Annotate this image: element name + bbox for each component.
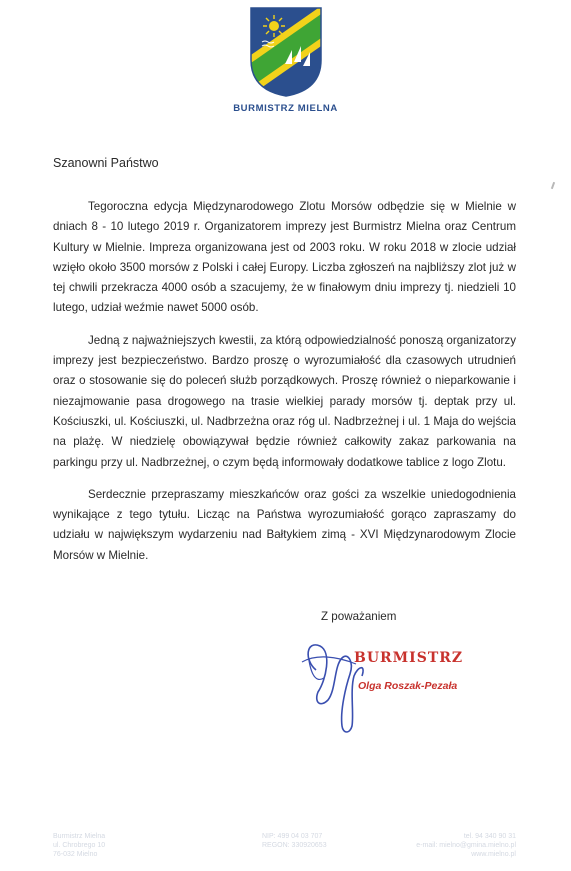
letter-greeting: Szanowni Państwo	[53, 156, 159, 170]
scan-speck	[551, 182, 555, 189]
paragraph-3: Serdecznie przepraszamy mieszkańców oraz gości za wszelkie uniedogodnienia wynikające z tego tytułu. Licząc na Państwa wyrozumiałość gorąco zapraszamy do udziału w największym wydarzeniu nad Bałtykiem zimą - XVI Międzynarodowym Zlocie Morsów w Mielnie.	[53, 487, 516, 562]
footer-line: www.mielno.pl	[471, 851, 516, 858]
footer-contact	[396, 832, 516, 859]
footer-line: tel. 94 340 90 31	[463, 833, 516, 840]
paragraph-1: Tegoroczna edycja Międzynarodowego Zlotu Morsów odbędzie się w Mielnie w dniach 8 - 10 lutego 2019 r. Organizatorem imprezy jest Burmistrz Mielna oraz Centrum Kultury w Mielnie. Impreza organizowana jest od 2003 roku. W roku 2018 w zlocie udział wzięło około 3500 morsów z Polski i całej Europy. Liczba zgłoszeń na najbliższy zlot już w tej chwili przekracza 4000 osób a szacujemy, że w finałowym dniu imprezy tj. niedzieli 10 lutego, udział weźmie nawet 5000 osób.	[53, 200, 516, 315]
letter-body	[53, 197, 516, 578]
footer-line: e-mail: mielno@gmina.mielno.pl	[416, 842, 516, 849]
footer-line: Burmistrz Mielna	[53, 833, 106, 840]
stamp-name: Olga Roszak-Pezała	[358, 680, 458, 692]
mielno-crest-icon	[248, 6, 324, 98]
letter-closing: Z poważaniem	[321, 610, 397, 623]
footer-line: ul. Chrobrego 10	[53, 842, 106, 849]
paragraph-2: Jedną z najważniejszych kwestii, za którą odpowiedzialność ponoszą organizatorzy imprezy jest bezpieczeństwo. Bardzo proszę o wyrozumiałość dla czasowych utrudnień oraz o stosowanie się do poleceń służb porządkowych. Proszę również o nieparkowanie i niezajmowanie pasa drogowego na trasie wielkiej parady morsów tj. deptak przy ul. Kościuszki, ul. Kościuszki, ul. Nadbrzeżna oraz róg ul. Nadbrzeżnej i ul. 1 Maja do wejścia na plażę. W niedzielę obowiązywał będzie również całkowity zakaz parkowania na parkingu przy ul. Nadbrzeżnej, o czym będą informowały dodatkowe tablice z logo Zlotu.	[53, 333, 516, 469]
footer-tax-ids	[262, 832, 327, 850]
footer-line: REGON: 330920653	[262, 842, 327, 849]
stamp-title: BURMISTRZ	[354, 650, 464, 666]
footer-address	[53, 832, 105, 859]
org-name: BURMISTRZ MIELNA	[233, 103, 338, 114]
footer-line: 76-032 Mielno	[53, 851, 98, 858]
footer-line: NIP: 499 04 03 707	[262, 833, 323, 840]
